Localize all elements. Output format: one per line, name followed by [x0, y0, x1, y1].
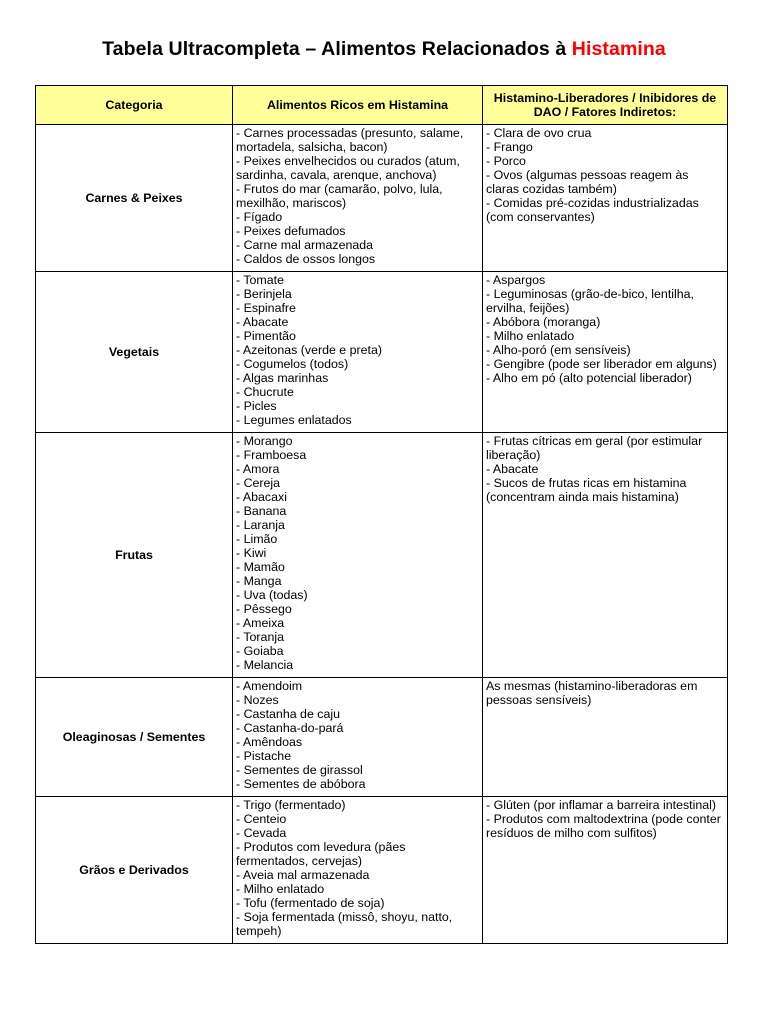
liberators-cell: [483, 678, 728, 797]
list-item: - Aspargos: [486, 273, 546, 287]
list-item: - Abóbora (moranga): [486, 315, 601, 329]
list-item: - Fígado: [236, 210, 283, 224]
list-item: - Espinafre: [236, 301, 296, 315]
list-item: - Sementes de girassol: [236, 763, 363, 777]
list-item: - Banana: [236, 504, 287, 518]
table-row: [36, 125, 728, 272]
list-item: - Pêssego: [236, 602, 292, 616]
list-item: - Clara de ovo crua: [486, 126, 592, 140]
list-item: As mesmas (histamino-liberadoras em pessoas sensíveis): [486, 679, 698, 707]
list-item: - Framboesa: [236, 448, 307, 462]
list-item: - Porco: [486, 154, 526, 168]
list-item: - Uva (todas): [236, 588, 308, 602]
list-item: - Algas marinhas: [236, 371, 329, 385]
category-cell: Carnes & Peixes: [36, 125, 233, 272]
title-main: Tabela Ultracompleta – Alimentos Relacionados à: [102, 38, 572, 60]
category-cell: Vegetais: [36, 272, 233, 433]
liberators-cell: [483, 125, 728, 272]
category-cell: Oleaginosas / Sementes: [36, 678, 233, 797]
liberators-cell: [483, 272, 728, 433]
list-item: - Abacate: [486, 462, 539, 476]
list-item: - Produtos com maltodextrina (pode conter resíduos de milho com sulfitos): [486, 812, 721, 840]
list-item: - Ovos (algumas pessoas reagem às claras cozidas também): [486, 168, 689, 196]
list-item: - Sementes de abóbora: [236, 777, 366, 791]
list-item: - Berinjela: [236, 287, 292, 301]
list-item: - Nozes: [236, 693, 279, 707]
rich-foods-cell: [233, 272, 483, 433]
list-item: - Trigo (fermentado): [236, 798, 346, 812]
list-item: - Amora: [236, 462, 280, 476]
list-item: - Alho-poró (em sensíveis): [486, 343, 631, 357]
list-item: - Milho enlatado: [486, 329, 575, 343]
list-item: - Carnes processadas (presunto, salame, mortadela, salsicha, bacon): [236, 126, 464, 154]
table-row: [36, 797, 728, 944]
list-item: - Toranja: [236, 630, 284, 644]
list-item: - Soja fermentada (missô, shoyu, natto, tempeh): [236, 910, 453, 938]
list-item: - Cogumelos (todos): [236, 357, 349, 371]
list-item: - Mamão: [236, 560, 285, 574]
list-item: - Aveia mal armazenada: [236, 868, 370, 882]
list-item: - Abacaxi: [236, 490, 287, 504]
list-item: - Laranja: [236, 518, 285, 532]
rich-foods-cell: [233, 678, 483, 797]
list-item: - Tomate: [236, 273, 284, 287]
list-item: - Caldos de ossos longos: [236, 252, 376, 266]
list-item: - Morango: [236, 434, 293, 448]
table-row: [36, 433, 728, 678]
list-item: - Chucrute: [236, 385, 294, 399]
list-item: - Carne mal armazenada: [236, 238, 374, 252]
liberators-cell: [483, 433, 728, 678]
list-item: - Ameixa: [236, 616, 285, 630]
list-item: - Kiwi: [236, 546, 267, 560]
rich-foods-cell: [233, 433, 483, 678]
list-item: - Limão: [236, 532, 278, 546]
liberators-cell: [483, 797, 728, 944]
rich-foods-cell: [233, 125, 483, 272]
list-item: - Manga: [236, 574, 282, 588]
list-item: - Glúten (por inflamar a barreira intestinal): [486, 798, 717, 812]
list-item: - Sucos de frutas ricas em histamina (concentram ainda mais histamina): [486, 476, 687, 504]
table-row: [36, 272, 728, 433]
table-row: [36, 678, 728, 797]
list-item: - Cereja: [236, 476, 281, 490]
list-item: - Castanha-do-pará: [236, 721, 344, 735]
list-item: - Frutos do mar (camarão, polvo, lula, mexilhão, mariscos): [236, 182, 443, 210]
table-body: [36, 125, 728, 944]
list-item: - Abacate: [236, 315, 289, 329]
title-accent: Histamina: [571, 38, 666, 60]
list-item: - Legumes enlatados: [236, 413, 352, 427]
list-item: - Pimentão: [236, 329, 296, 343]
list-item: - Castanha de caju: [236, 707, 341, 721]
list-item: - Amendoim: [236, 679, 303, 693]
list-item: - Comidas pré-cozidas industrializadas (com conservantes): [486, 196, 699, 224]
list-item: - Pistache: [236, 749, 292, 763]
rich-foods-cell: [233, 797, 483, 944]
list-item: - Goiaba: [236, 644, 284, 658]
list-item: - Peixes defumados: [236, 224, 346, 238]
list-item: - Peixes envelhecidos ou curados (atum, sardinha, cavala, arenque, anchova): [236, 154, 460, 182]
list-item: - Alho em pó (alto potencial liberador): [486, 371, 692, 385]
list-item: - Frango: [486, 140, 533, 154]
list-item: - Centeio: [236, 812, 287, 826]
list-item: - Cevada: [236, 826, 287, 840]
list-item: - Produtos com levedura (pães fermentados, cervejas): [236, 840, 406, 868]
list-item: - Melancia: [236, 658, 294, 672]
food-table: [35, 85, 728, 944]
header-liberators: Histamino-Liberadores / Inibidores de DAO / Fatores Indiretos:: [483, 86, 728, 125]
list-item: - Milho enlatado: [236, 882, 325, 896]
list-item: - Tofu (fermentado de soja): [236, 896, 385, 910]
list-item: - Gengibre (pode ser liberador em alguns): [486, 357, 717, 371]
page-title: [0, 38, 768, 61]
list-item: - Picles: [236, 399, 277, 413]
list-item: - Leguminosas (grão-de-bico, lentilha, ervilha, feijões): [486, 287, 694, 315]
category-cell: Grãos e Derivados: [36, 797, 233, 944]
list-item: - Amêndoas: [236, 735, 303, 749]
category-cell: Frutas: [36, 433, 233, 678]
header-category: Categoria: [36, 86, 233, 125]
list-item: - Frutas cítricas em geral (por estimular liberação): [486, 434, 703, 462]
list-item: - Azeitonas (verde e preta): [236, 343, 383, 357]
header-rich-foods: Alimentos Ricos em Histamina: [233, 86, 483, 125]
table-header-row: [36, 86, 728, 125]
